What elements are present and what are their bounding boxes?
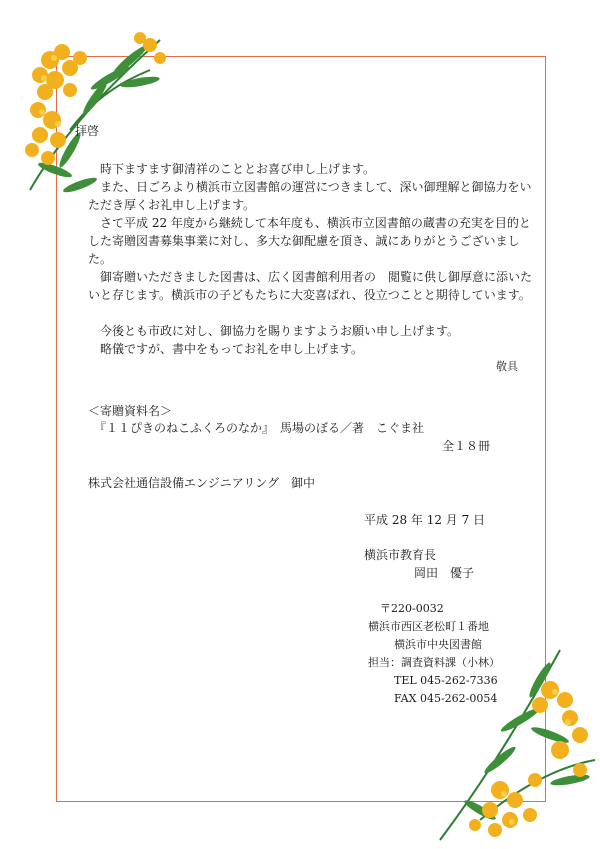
sender-title: 横浜市教育長 [364, 548, 437, 562]
contact-postal: 〒220-0032 [380, 602, 444, 615]
salutation: 拝啓 [75, 124, 100, 138]
contact-library: 横浜市中央図書館 [394, 638, 482, 651]
contact-tel: TEL 045-262-7336 [394, 674, 498, 687]
letter-paragraph: 時下ますます御清祥のこととお喜び申し上げます。 [100, 162, 376, 176]
donation-count: 全１８冊 [442, 439, 491, 453]
letter-paragraph: さて平成 22 年度から継続して本年度も、横浜市立図書館の蔵書の充実を目的とした寄贈図書募集事業に対し、多大な御配慮を頂き、誠にありがとうございました。 [88, 216, 531, 266]
letter-paragraph: 略儀ですが、書中をもってお礼を申し上げます。 [100, 342, 364, 356]
donation-item: 『１１ぴきのねこふくろのなか』 馬場のぼる／著 こぐま社 [94, 421, 425, 435]
contact-person: 担当：調査資料課（小林） [368, 656, 500, 669]
recipient: 株式会社通信設備エンジニアリング 御中 [88, 476, 315, 490]
letter-paragraph: 今後とも市政に対し、御協力を賜りますようお願い申し上げます。 [100, 324, 460, 338]
closing: 敬具 [496, 360, 518, 373]
letter-paragraph: また、日ごろより横浜市立図書館の運営につきまして、深い御理解と御協力をいただき厚くお礼申し上げます。 [88, 180, 532, 212]
contact-address: 横浜市西区老松町１番地 [368, 620, 489, 633]
donation-heading: ＜寄贈資料名＞ [88, 404, 173, 418]
letter-date: 平成 28 年 12 月 7 日 [364, 513, 486, 527]
sender-name: 岡田 優子 [414, 566, 475, 580]
contact-fax: FAX 045-262-0054 [394, 692, 498, 705]
letter-paragraph: 御寄贈いただきました図書は、広く図書館利用者の 閲覧に供し御厚意に添いたいと存じます。横浜市の子どもたちに大変喜ばれ、役立つことと期待しています。 [88, 270, 533, 302]
